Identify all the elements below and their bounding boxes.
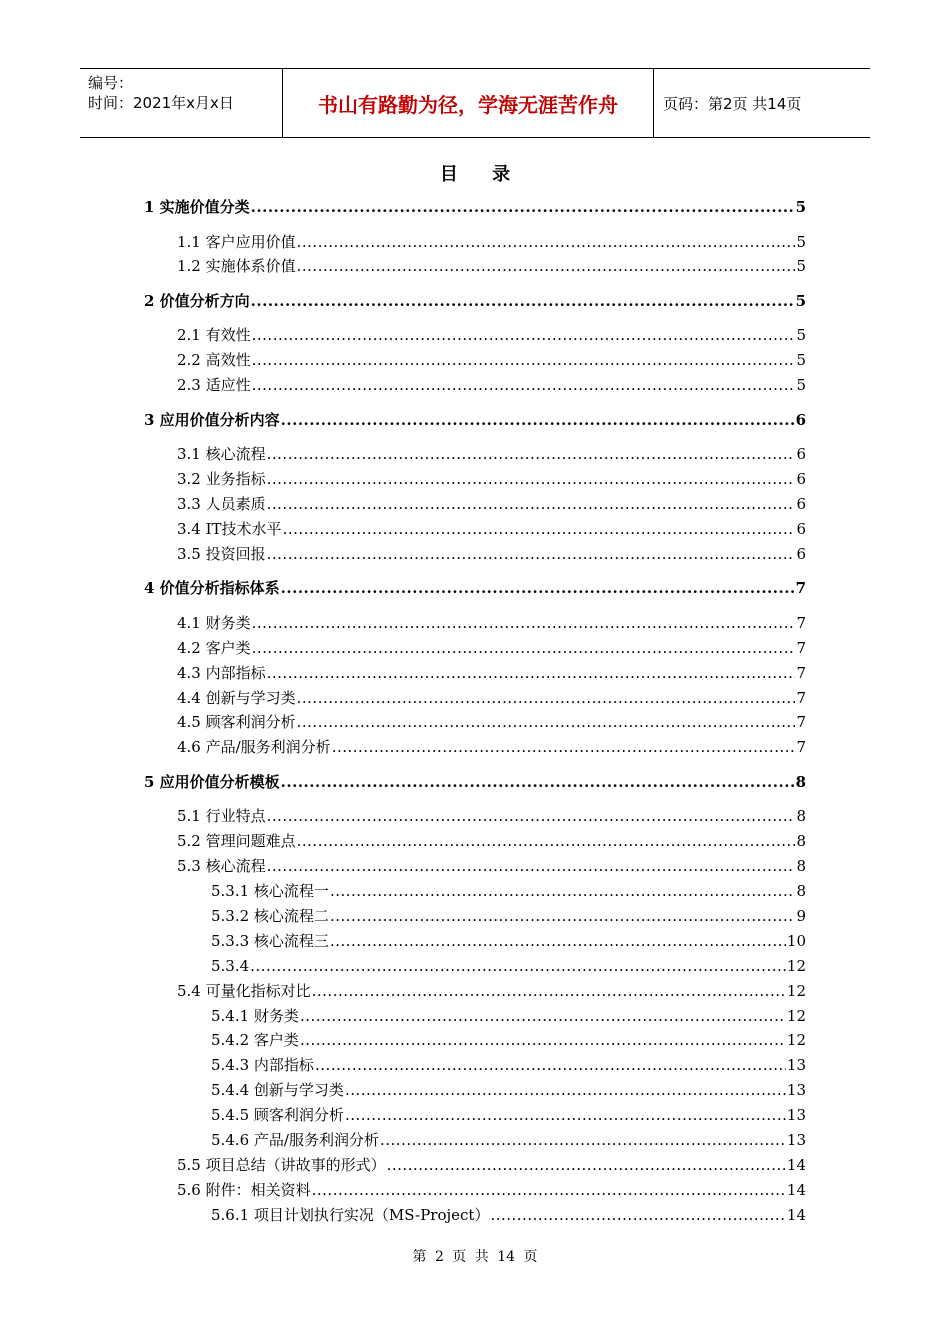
toc-entry-title: 5.1 行业特点: [177, 807, 266, 826]
toc-dot-leader: [330, 880, 796, 902]
toc-dot-leader: [281, 577, 795, 599]
toc-entry-page: 6: [796, 445, 806, 464]
toc-dot-leader: [490, 1204, 785, 1226]
toc-entry-title: 5.4.4 创新与学习类: [211, 1081, 344, 1100]
toc-dot-leader: [283, 518, 796, 540]
toc-section-entry[interactable]: [177, 805, 806, 827]
toc-dot-leader: [345, 1104, 786, 1126]
toc-section-entry[interactable]: [177, 687, 806, 709]
toc-entry-title: 1.1 客户应用价值: [177, 232, 296, 251]
toc-dot-leader: [315, 1054, 786, 1076]
toc-section-entry[interactable]: [211, 1005, 806, 1027]
toc-entry-title: 5.6.1 项目计划执行实况（MS-Project）: [211, 1205, 490, 1224]
toc-entry-title: 5.2 管理问题难点: [177, 832, 296, 851]
toc-chapter-entry[interactable]: [144, 409, 806, 431]
toc-dot-leader: [387, 1154, 786, 1176]
toc-entry-page: 13: [786, 1056, 806, 1075]
page-header: [80, 68, 870, 138]
toc-entry-page: 13: [786, 1106, 806, 1125]
toc-section-entry[interactable]: [177, 324, 806, 346]
toc-dot-leader: [297, 711, 796, 733]
page-footer: 第 2 页 共 14 页: [412, 1249, 538, 1265]
toc-entry-title: 5.4.1 财务类: [211, 1006, 299, 1025]
toc-entry-page: 5: [795, 198, 806, 216]
toc-entry-page: 8: [795, 772, 806, 791]
toc-entry-page: 9: [796, 906, 806, 925]
toc-entry-page: 7: [796, 663, 806, 682]
toc-entry-page: 14: [786, 1155, 806, 1174]
toc-entry-page: 6: [796, 495, 806, 513]
toc-dot-leader: [380, 1129, 786, 1151]
toc-dot-leader: [267, 855, 796, 877]
toc-entry-page: 5: [796, 232, 806, 251]
toc-entry-title: 4 价值分析指标体系: [144, 579, 280, 598]
toc-dot-leader: [345, 1079, 786, 1101]
toc-dot-leader: [267, 805, 796, 827]
toc-section-entry[interactable]: [177, 468, 806, 490]
toc-section-entry[interactable]: [211, 955, 806, 977]
toc-entry-title: 3.4 IT技术水平: [177, 519, 282, 538]
toc-entry-title: 5.4.6 产品/服务利润分析: [211, 1131, 379, 1149]
toc-entry-title: 3.5 投资回报: [177, 544, 266, 563]
toc-entry-page: 7: [796, 613, 806, 632]
toc-section-entry[interactable]: [211, 1054, 806, 1076]
header-page-label: 页码：第2页 共14页: [663, 94, 802, 113]
header-motto: 书山有路勤为径，学海无涯苦作舟: [282, 69, 654, 137]
toc-section-entry[interactable]: [177, 1154, 806, 1176]
toc-entry-title: 5.3 核心流程: [177, 857, 266, 876]
toc-entry-title: 1.2 实施体系价值: [177, 257, 296, 276]
toc-section-entry[interactable]: [177, 830, 806, 852]
toc-section-entry[interactable]: [177, 736, 806, 758]
toc-dot-leader: [267, 443, 796, 465]
toc-entry-title: 1 实施价值分类: [144, 198, 250, 216]
toc-dot-leader: [252, 374, 796, 396]
toc-dot-leader: [281, 409, 795, 431]
toc-dot-leader: [252, 324, 796, 346]
toc-entry-title: 4.2 客户类: [177, 638, 251, 657]
toc-dot-leader: [297, 830, 796, 852]
toc-entry-page: 7: [796, 638, 806, 657]
toc-dot-leader: [267, 468, 796, 490]
toc-dot-leader: [297, 231, 796, 253]
toc-section-entry[interactable]: [177, 543, 806, 565]
toc-section-entry[interactable]: [177, 443, 806, 465]
toc-dot-leader: [267, 543, 796, 565]
toc-entry-page: 12: [786, 981, 806, 1000]
toc-dot-leader: [330, 905, 796, 927]
toc-entry-title: 4.6 产品/服务利润分析: [177, 738, 331, 757]
toc-entry-page: 8: [796, 882, 806, 900]
toc-entry-title: 5.6 附件：相关资料: [177, 1180, 311, 1199]
document-number-label: 编号：: [88, 74, 134, 92]
toc-entry-page: 5: [796, 351, 806, 370]
toc-entry-page: 10: [786, 931, 806, 950]
toc-section-entry[interactable]: [177, 612, 806, 634]
toc-dot-leader: [300, 1005, 786, 1027]
toc-entry-page: 8: [796, 832, 806, 851]
toc-entry-page: 7: [796, 738, 806, 757]
toc-entry-title: 5 应用价值分析模板: [144, 772, 280, 791]
toc-entry-page: 5: [795, 291, 806, 310]
toc-entry-page: 5: [796, 326, 806, 345]
toc-entry-title: 2.1 有效性: [177, 326, 251, 345]
toc-entry-page: 12: [786, 1006, 806, 1025]
toc-entry-title: 5.3.3 核心流程三: [211, 931, 329, 950]
toc-section-entry[interactable]: [177, 662, 806, 684]
toc-section-entry[interactable]: [211, 1029, 806, 1051]
toc-section-entry[interactable]: [177, 711, 806, 733]
toc-entry-title: 4.5 顾客利润分析: [177, 713, 296, 732]
toc-section-entry[interactable]: [177, 855, 806, 877]
toc-entry-page: 7: [796, 713, 806, 732]
toc-section-entry[interactable]: [211, 1079, 806, 1101]
toc-dot-leader: [267, 662, 796, 684]
toc-chapter-entry[interactable]: [144, 196, 806, 218]
toc-dot-leader: [252, 637, 796, 659]
toc-dot-leader: [251, 196, 795, 218]
toc-entry-title: 5.5 项目总结（讲故事的形式）: [177, 1155, 386, 1174]
toc-chapter-entry[interactable]: [144, 290, 806, 312]
toc-entry-page: 5: [796, 257, 806, 276]
toc-entry-page: 14: [786, 1180, 806, 1199]
toc-entry-page: 12: [786, 956, 806, 975]
toc-entry-page: 8: [796, 857, 806, 876]
toc-dot-leader: [297, 687, 796, 709]
toc-dot-leader: [252, 349, 796, 371]
toc-entry-page: 7: [795, 579, 806, 598]
toc-entry-page: 14: [786, 1205, 806, 1224]
toc-section-entry[interactable]: [177, 493, 806, 515]
toc-dot-leader: [250, 955, 786, 977]
toc-section-entry[interactable]: [177, 1179, 806, 1201]
toc-dot-leader: [267, 493, 796, 515]
toc-dot-leader: [297, 255, 796, 277]
toc-chapter-entry[interactable]: [144, 771, 806, 793]
toc-entry-page: 6: [796, 544, 806, 563]
toc-dot-leader: [332, 736, 796, 758]
toc-entry-title: 5.4.3 内部指标: [211, 1056, 314, 1075]
toc-entry-page: 6: [796, 470, 806, 489]
toc-entry-title: 3 应用价值分析内容: [144, 410, 280, 429]
toc-section-entry[interactable]: [177, 374, 806, 396]
toc-chapter-entry[interactable]: [144, 577, 806, 599]
toc-entry-title: 5.4.5 顾客利润分析: [211, 1106, 344, 1125]
toc-entry-title: 3.3 人员素质: [177, 495, 266, 513]
toc-section-entry[interactable]: [211, 905, 806, 927]
header-meta: [80, 69, 282, 137]
toc-entry-title: 5.3.2 核心流程二: [211, 906, 329, 925]
toc-entry-page: 8: [796, 807, 806, 826]
toc-dot-leader: [312, 980, 786, 1002]
toc-section-entry[interactable]: [177, 518, 806, 540]
toc-section-entry[interactable]: [211, 1204, 806, 1226]
toc-entry-title: 5.4.2 客户类: [211, 1031, 299, 1050]
toc-section-entry[interactable]: [177, 255, 806, 277]
toc-section-entry[interactable]: [177, 349, 806, 371]
toc-entry-page: 6: [795, 410, 806, 429]
toc-entry-page: 12: [786, 1031, 806, 1050]
toc-section-entry[interactable]: [211, 880, 806, 902]
toc-dot-leader: [300, 1029, 786, 1051]
toc-entry-page: 7: [796, 688, 806, 707]
toc-section-entry[interactable]: [177, 980, 806, 1002]
toc-entry-title: 3.1 核心流程: [177, 445, 266, 464]
toc-entry-page: 13: [786, 1131, 806, 1149]
document-time-label: 时间：2021年x月x日: [88, 94, 234, 112]
toc-section-entry[interactable]: [211, 1129, 806, 1151]
toc-entry-title: 2.3 适应性: [177, 376, 251, 395]
toc-entry-title: 2 价值分析方向: [144, 291, 250, 310]
toc-entry-page: 6: [796, 519, 806, 538]
toc-title: 目 录: [439, 164, 525, 185]
toc-section-entry[interactable]: [211, 930, 806, 952]
toc-entry-title: 5.4 可量化指标对比: [177, 981, 311, 1000]
toc-section-entry[interactable]: [177, 637, 806, 659]
toc-entry-title: 2.2 高效性: [177, 351, 251, 370]
toc-dot-leader: [330, 930, 786, 952]
toc-entry-title: 4.3 内部指标: [177, 663, 266, 682]
toc-section-entry[interactable]: [177, 231, 806, 253]
toc-entry-page: 5: [796, 376, 806, 395]
toc-dot-leader: [312, 1179, 786, 1201]
toc-dot-leader: [252, 612, 796, 634]
toc-section-entry[interactable]: [211, 1104, 806, 1126]
toc-entry-title: 5.3.1 核心流程一: [211, 882, 329, 900]
toc-entry-page: 13: [786, 1081, 806, 1100]
toc-dot-leader: [251, 290, 795, 312]
toc-entry-title: 4.1 财务类: [177, 613, 251, 632]
toc-entry-title: 3.2 业务指标: [177, 470, 266, 489]
toc-entry-title: 4.4 创新与学习类: [177, 688, 296, 707]
toc-entry-title: 5.3.4: [211, 956, 250, 975]
toc-dot-leader: [281, 771, 795, 793]
